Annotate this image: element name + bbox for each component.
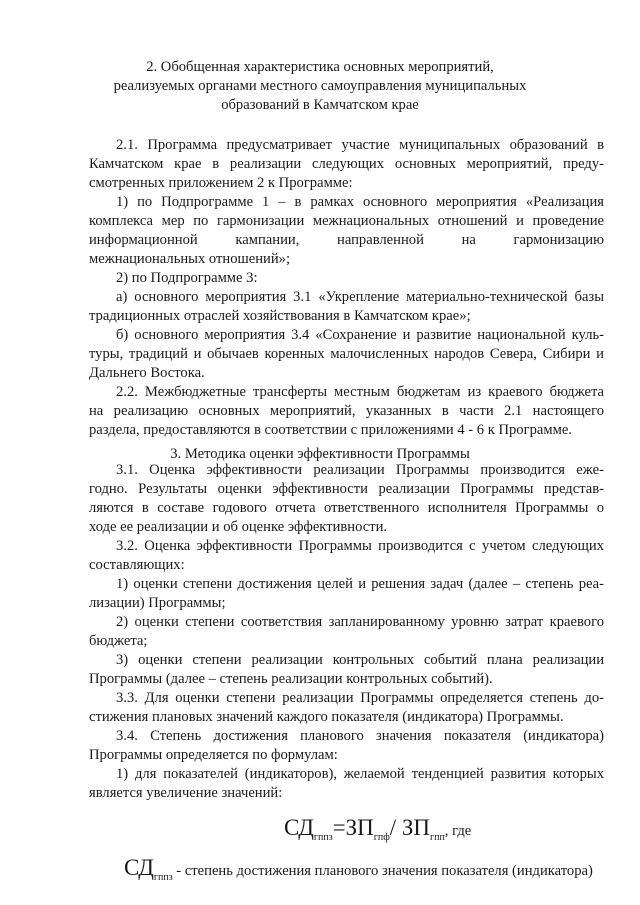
paragraph-line: 2.2. Межбюджетные трансферты местным бюджетам из краевого бюджета [116, 384, 604, 400]
paragraph-line: на реализацию основных мероприятий, указанных в части 2.1 настоящего [89, 403, 604, 419]
paragraph-line: 3.2. Оценка эффективности Программы производится с учетом следующих [116, 538, 604, 554]
paragraph-line: 2.1. Программа предусматривает участие муниципальных образований в [116, 137, 604, 153]
formula-slash-zp: / ЗП [389, 815, 430, 840]
paragraph-line: а) основного мероприятия 3.1 «Укрепление материально-технической базы [116, 289, 604, 305]
definition-text: - степень достижения планового значения показателя (индикатора) [172, 863, 593, 879]
formula [284, 815, 472, 843]
paragraph-line: 2) оценки степени соответствия запланированному уровню затрат краевого [116, 614, 604, 630]
paragraph-line: комплекса мер по гармонизации межнациональных отношений и проведение [89, 213, 604, 229]
paragraph-line: традиционных отраслей хозяйствования в Камчатском крае»; [89, 308, 471, 324]
paragraph-line: 3.4. Степень достижения планового значения показателя (индикатора) [116, 728, 604, 744]
formula-zp-subscript-2: гпп [429, 832, 445, 843]
word: гармонизацию [513, 232, 604, 248]
paragraph-line: ходе ее реализации и об оценке эффективности. [89, 519, 388, 535]
paragraph-line: ляются в составе годового отчета ответственного исполнителя Программы о [89, 500, 604, 516]
section-3-heading: 3. Методика оценки эффективности Программы [170, 446, 470, 462]
formula-equals-zp: =ЗП [332, 815, 374, 840]
paragraph-line: 1) по Подпрограмме 1 – в рамках основного мероприятия «Реализация [116, 194, 604, 210]
paragraph-line: туры, традиций и обычаев коренных малочисленных народов Севера, Сибири и [89, 346, 604, 362]
word: на [461, 232, 476, 248]
word: кампании, [235, 232, 300, 248]
section-2-heading-line-2: реализуемых органами местного самоуправления муниципальных [113, 78, 527, 94]
definition-sd: СД [124, 855, 154, 880]
section-2-heading-line-3: образований в Камчатском крае [221, 97, 419, 113]
formula-zp-subscript-1: гпф [373, 832, 390, 843]
paragraph-line: составляющих: [89, 557, 185, 573]
paragraph-line: 1) оценки степени достижения целей и решения задач (далее – степень реа- [116, 576, 604, 592]
paragraph-line: является увеличение значений: [89, 785, 283, 801]
paragraph-line: 3.3. Для оценки степени реализации Программы определяется степень до- [116, 690, 604, 706]
paragraph-line: бюджета; [89, 633, 148, 649]
paragraph-line: 3) оценки степени реализации контрольных событий плана реализации [116, 652, 604, 668]
paragraph-line: раздела, предоставляются в соответствии с приложениями 4 - 6 к Программе. [89, 422, 572, 438]
paragraph-line: смотренных приложением 2 к Программе: [89, 175, 353, 191]
paragraph-line: Программы определяется по формулам: [89, 747, 338, 763]
paragraph-line: 1) для показателей (индикаторов), желаемой тенденцией развития которых [116, 766, 604, 782]
formula-sd-subscript: гппз [313, 832, 333, 843]
spread-line [89, 231, 604, 250]
paragraph-line: 3.1. Оценка эффективности реализации Программы производится еже- [116, 462, 604, 478]
paragraph-line: 2) по Подпрограмме 3: [116, 270, 258, 286]
paragraph-line: лизации) Программы; [89, 595, 226, 611]
word: информационной [89, 232, 198, 248]
formula-sd: СД [284, 815, 314, 840]
paragraph-line: Программы (далее – степень реализации контрольных событий). [89, 671, 493, 687]
paragraph-line: б) основного мероприятия 3.4 «Сохранение и развитие национальной куль- [116, 327, 604, 343]
paragraph-line: Камчатском крае в реализации следующих основных мероприятий, преду- [89, 156, 604, 172]
definition-line [124, 855, 593, 883]
paragraph-line: стижения плановых значений каждого показателя (индикатора) Программы. [89, 709, 564, 725]
paragraph-line: межнациональных отношений»; [89, 251, 290, 267]
paragraph-line: годно. Результаты оценки эффективности реализации Программы представ- [89, 481, 604, 497]
formula-tail: , где [444, 823, 472, 839]
word: направленной [337, 232, 424, 248]
definition-sd-subscript: гппз [153, 872, 173, 883]
paragraph-line: Дальнего Востока. [89, 365, 205, 381]
section-2-heading-line-1: 2. Обобщенная характеристика основных мероприятий, [146, 59, 494, 75]
